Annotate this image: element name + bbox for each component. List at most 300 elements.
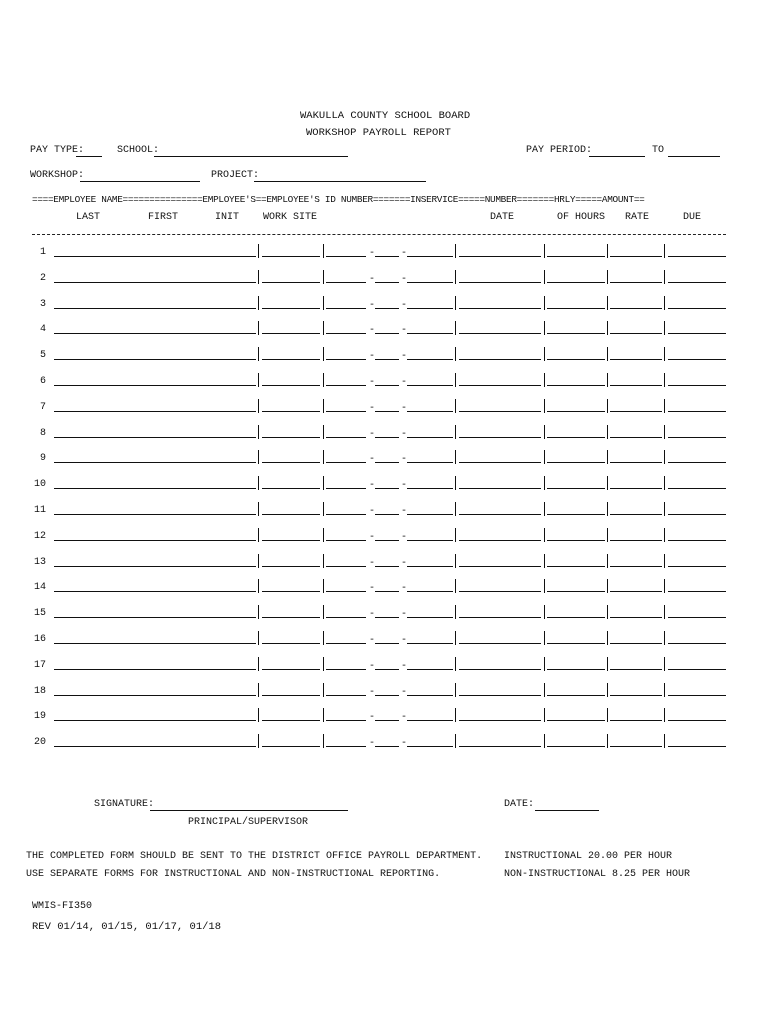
id-part1-cell[interactable] — [326, 720, 366, 721]
inservice-date-cell[interactable] — [459, 669, 541, 670]
column-divider — [544, 476, 545, 490]
rate-cell[interactable] — [610, 643, 662, 644]
table-row — [0, 634, 770, 659]
rate-cell[interactable] — [610, 333, 662, 334]
hours-cell[interactable] — [547, 643, 605, 644]
inservice-date-cell[interactable] — [459, 591, 541, 592]
id-part2-cell[interactable] — [375, 333, 399, 334]
column-divider — [455, 347, 456, 361]
amount-cell[interactable] — [668, 591, 726, 592]
note-line-1: THE COMPLETED FORM SHOULD BE SENT TO THE DISTRICT OFFICE PAYROLL DEPARTMENT. — [26, 851, 483, 862]
workshop-label: WORKSHOP: — [30, 170, 85, 181]
column-divider — [323, 347, 324, 361]
id-part2-cell[interactable] — [375, 669, 399, 670]
column-divider — [455, 450, 456, 464]
column-divider — [455, 579, 456, 593]
id-part2-cell[interactable] — [375, 385, 399, 386]
date-label: DATE: — [504, 799, 535, 810]
row-number: 13 — [33, 556, 46, 568]
rate-cell[interactable] — [610, 256, 662, 257]
id-part3-cell[interactable] — [407, 746, 453, 747]
row-number: 20 — [33, 737, 46, 749]
id-dash: - — [401, 738, 408, 750]
rate-cell[interactable] — [610, 617, 662, 618]
column-divider — [607, 450, 608, 464]
column-divider — [455, 296, 456, 310]
id-part1-cell[interactable] — [326, 359, 366, 360]
name-cell[interactable] — [54, 591, 256, 592]
table-row — [0, 299, 770, 324]
hours-cell[interactable] — [547, 720, 605, 721]
name-cell[interactable] — [54, 308, 256, 309]
id-part2-cell[interactable] — [375, 720, 399, 721]
id-dash: - — [401, 454, 408, 466]
id-part1-cell[interactable] — [326, 282, 366, 283]
id-part3-cell[interactable] — [407, 256, 453, 257]
column-divider — [607, 683, 608, 697]
work-site-cell[interactable] — [262, 695, 320, 696]
column-divider — [544, 683, 545, 697]
column-divider — [323, 476, 324, 490]
amount-cell[interactable] — [668, 282, 726, 283]
report-title: WORKSHOP PAYROLL REPORT — [306, 127, 451, 139]
column-divider — [544, 554, 545, 568]
hours-cell[interactable] — [547, 591, 605, 592]
id-part2-cell[interactable] — [375, 695, 399, 696]
rate-cell[interactable] — [610, 437, 662, 438]
rate-cell[interactable] — [610, 488, 662, 489]
work-site-cell[interactable] — [262, 514, 320, 515]
amount-cell[interactable] — [668, 669, 726, 670]
amount-cell[interactable] — [668, 695, 726, 696]
inservice-date-cell[interactable] — [459, 282, 541, 283]
table-row — [0, 711, 770, 736]
id-part3-cell[interactable] — [407, 308, 453, 309]
hours-cell[interactable] — [547, 746, 605, 747]
column-divider — [258, 476, 259, 490]
table-row — [0, 531, 770, 556]
pay-period-to-field[interactable] — [668, 156, 720, 157]
pay-type-field[interactable] — [76, 156, 102, 157]
column-divider — [455, 502, 456, 516]
name-cell[interactable] — [54, 437, 256, 438]
inservice-date-cell[interactable] — [459, 566, 541, 567]
rate-cell[interactable] — [610, 540, 662, 541]
hours-cell[interactable] — [547, 411, 605, 412]
rate-cell[interactable] — [610, 359, 662, 360]
column-divider — [664, 734, 665, 748]
column-divider — [544, 399, 545, 413]
col-due: DUE — [683, 212, 702, 223]
column-divider — [455, 554, 456, 568]
name-cell[interactable] — [54, 695, 256, 696]
work-site-cell[interactable] — [262, 540, 320, 541]
hours-cell[interactable] — [547, 359, 605, 360]
inservice-date-cell[interactable] — [459, 308, 541, 309]
hours-cell[interactable] — [547, 437, 605, 438]
id-part2-cell[interactable] — [375, 488, 399, 489]
column-divider — [258, 321, 259, 335]
row-number: 9 — [39, 453, 46, 465]
column-divider — [664, 270, 665, 284]
id-part2-cell[interactable] — [375, 282, 399, 283]
column-divider — [544, 708, 545, 722]
column-divider — [664, 296, 665, 310]
amount-cell[interactable] — [668, 643, 726, 644]
column-divider — [258, 734, 259, 748]
column-divider — [323, 683, 324, 697]
column-divider — [544, 244, 545, 258]
rate-cell[interactable] — [610, 282, 662, 283]
id-dash: - — [369, 635, 376, 646]
column-divider — [664, 683, 665, 697]
amount-cell[interactable] — [668, 462, 726, 463]
hours-cell[interactable] — [547, 617, 605, 618]
inservice-date-cell[interactable] — [459, 385, 541, 386]
id-part2-cell[interactable] — [375, 256, 399, 257]
column-divider — [544, 425, 545, 439]
id-part2-cell[interactable] — [375, 746, 399, 747]
id-dash: - — [401, 480, 408, 492]
workshop-field[interactable] — [80, 181, 200, 182]
id-part1-cell[interactable] — [326, 669, 366, 670]
column-divider — [664, 605, 665, 619]
id-part3-cell[interactable] — [407, 333, 453, 334]
work-site-cell[interactable] — [262, 566, 320, 567]
column-divider — [544, 270, 545, 284]
name-cell[interactable] — [54, 617, 256, 618]
id-part1-cell[interactable] — [326, 488, 366, 489]
column-divider — [323, 734, 324, 748]
column-divider — [455, 528, 456, 542]
column-divider — [664, 244, 665, 258]
work-site-cell[interactable] — [262, 437, 320, 438]
id-part3-cell[interactable] — [407, 385, 453, 386]
hours-cell[interactable] — [547, 695, 605, 696]
work-site-cell[interactable] — [262, 591, 320, 592]
hours-cell[interactable] — [547, 308, 605, 309]
id-dash: - — [401, 660, 408, 672]
column-divider — [544, 502, 545, 516]
pay-period-label: PAY PERIOD: — [526, 145, 593, 156]
id-part2-cell[interactable] — [375, 437, 399, 438]
hours-cell[interactable] — [547, 333, 605, 334]
column-divider — [455, 476, 456, 490]
pay-period-from-field[interactable] — [589, 156, 645, 157]
amount-cell[interactable] — [668, 540, 726, 541]
name-cell[interactable] — [54, 746, 256, 747]
hours-cell[interactable] — [547, 540, 605, 541]
column-divider — [323, 528, 324, 542]
id-dash: - — [369, 248, 376, 259]
column-divider — [258, 270, 259, 284]
inservice-date-cell[interactable] — [459, 462, 541, 463]
id-part1-cell[interactable] — [326, 540, 366, 541]
form-id: WMIS-FI350 — [32, 901, 93, 912]
hours-cell[interactable] — [547, 462, 605, 463]
column-divider — [544, 373, 545, 387]
name-cell[interactable] — [54, 514, 256, 515]
column-divider — [664, 502, 665, 516]
id-part2-cell[interactable] — [375, 462, 399, 463]
id-part3-cell[interactable] — [407, 591, 453, 592]
id-dash: - — [369, 428, 376, 440]
inservice-date-cell[interactable] — [459, 514, 541, 515]
id-part2-cell[interactable] — [375, 591, 399, 592]
id-part3-cell[interactable] — [407, 282, 453, 283]
table-row — [0, 428, 770, 453]
column-divider — [455, 373, 456, 387]
column-divider — [258, 708, 259, 722]
inservice-date-cell[interactable] — [459, 488, 541, 489]
column-divider — [607, 296, 608, 310]
id-part2-cell[interactable] — [375, 643, 399, 644]
column-divider — [258, 450, 259, 464]
work-site-cell[interactable] — [262, 333, 320, 334]
column-divider — [664, 631, 665, 645]
id-part1-cell[interactable] — [326, 462, 366, 463]
id-part1-cell[interactable] — [326, 333, 366, 334]
work-site-cell[interactable] — [262, 282, 320, 283]
id-part3-cell[interactable] — [407, 359, 453, 360]
work-site-cell[interactable] — [262, 359, 320, 360]
column-divider — [607, 347, 608, 361]
id-part1-cell[interactable] — [326, 566, 366, 567]
id-dash: - — [369, 273, 376, 285]
amount-cell[interactable] — [668, 411, 726, 412]
table-row — [0, 402, 770, 427]
id-dash: - — [401, 712, 408, 724]
inservice-date-cell[interactable] — [459, 617, 541, 618]
name-cell[interactable] — [54, 282, 256, 283]
id-part2-cell[interactable] — [375, 411, 399, 412]
work-site-cell[interactable] — [262, 488, 320, 489]
rate-cell[interactable] — [610, 514, 662, 515]
hours-cell[interactable] — [547, 488, 605, 489]
row-number: 1 — [39, 247, 46, 258]
amount-cell[interactable] — [668, 359, 726, 360]
column-divider — [323, 373, 324, 387]
name-cell[interactable] — [54, 488, 256, 489]
org-name: WAKULLA COUNTY SCHOOL BOARD — [300, 110, 471, 122]
id-part1-cell[interactable] — [326, 256, 366, 257]
name-cell[interactable] — [54, 566, 256, 567]
column-divider — [258, 579, 259, 593]
table-header-separator — [32, 234, 726, 235]
inservice-date-cell[interactable] — [459, 359, 541, 360]
hours-cell[interactable] — [547, 385, 605, 386]
name-cell[interactable] — [54, 385, 256, 386]
column-divider — [544, 657, 545, 671]
inservice-date-cell[interactable] — [459, 437, 541, 438]
id-part1-cell[interactable] — [326, 437, 366, 438]
column-divider — [258, 425, 259, 439]
amount-cell[interactable] — [668, 617, 726, 618]
column-divider — [258, 528, 259, 542]
name-cell[interactable] — [54, 462, 256, 463]
id-part2-cell[interactable] — [375, 566, 399, 567]
id-part3-cell[interactable] — [407, 695, 453, 696]
id-part3-cell[interactable] — [407, 437, 453, 438]
column-divider — [607, 579, 608, 593]
id-part3-cell[interactable] — [407, 462, 453, 463]
id-part2-cell[interactable] — [375, 514, 399, 515]
inservice-date-cell[interactable] — [459, 746, 541, 747]
id-part1-cell[interactable] — [326, 643, 366, 644]
id-part1-cell[interactable] — [326, 617, 366, 618]
column-divider — [544, 528, 545, 542]
amount-cell[interactable] — [668, 333, 726, 334]
column-divider — [607, 631, 608, 645]
column-divider — [607, 425, 608, 439]
amount-cell[interactable] — [668, 256, 726, 257]
id-part3-cell[interactable] — [407, 566, 453, 567]
school-field[interactable] — [154, 156, 348, 157]
id-dash: - — [401, 531, 408, 543]
name-cell[interactable] — [54, 256, 256, 257]
hours-cell[interactable] — [547, 566, 605, 567]
amount-cell[interactable] — [668, 308, 726, 309]
column-divider — [323, 605, 324, 619]
column-divider — [323, 502, 324, 516]
id-part1-cell[interactable] — [326, 591, 366, 592]
column-divider — [323, 244, 324, 258]
work-site-cell[interactable] — [262, 617, 320, 618]
id-part3-cell[interactable] — [407, 669, 453, 670]
rate-cell[interactable] — [610, 411, 662, 412]
id-part3-cell[interactable] — [407, 488, 453, 489]
work-site-cell[interactable] — [262, 643, 320, 644]
amount-cell[interactable] — [668, 437, 726, 438]
rate-cell[interactable] — [610, 385, 662, 386]
column-divider — [258, 502, 259, 516]
id-part3-cell[interactable] — [407, 411, 453, 412]
rate-cell[interactable] — [610, 746, 662, 747]
column-divider — [607, 244, 608, 258]
inservice-date-cell[interactable] — [459, 333, 541, 334]
column-divider — [607, 399, 608, 413]
table-row — [0, 247, 770, 272]
rate-cell[interactable] — [610, 308, 662, 309]
amount-cell[interactable] — [668, 746, 726, 747]
id-part3-cell[interactable] — [407, 514, 453, 515]
name-cell[interactable] — [54, 359, 256, 360]
id-part1-cell[interactable] — [326, 746, 366, 747]
name-cell[interactable] — [54, 669, 256, 670]
work-site-cell[interactable] — [262, 385, 320, 386]
project-field[interactable] — [254, 181, 426, 182]
id-part1-cell[interactable] — [326, 308, 366, 309]
date-field[interactable] — [535, 810, 599, 811]
name-cell[interactable] — [54, 333, 256, 334]
rate-cell[interactable] — [610, 462, 662, 463]
id-part1-cell[interactable] — [326, 385, 366, 386]
column-divider — [664, 347, 665, 361]
rate-cell[interactable] — [610, 566, 662, 567]
id-part3-cell[interactable] — [407, 643, 453, 644]
name-cell[interactable] — [54, 720, 256, 721]
col-init: INIT — [215, 212, 240, 223]
amount-cell[interactable] — [668, 566, 726, 567]
work-site-cell[interactable] — [262, 411, 320, 412]
hours-cell[interactable] — [547, 282, 605, 283]
id-part2-cell[interactable] — [375, 359, 399, 360]
id-dash: - — [401, 557, 408, 569]
rate-cell[interactable] — [610, 669, 662, 670]
id-part2-cell[interactable] — [375, 308, 399, 309]
work-site-cell[interactable] — [262, 256, 320, 257]
work-site-cell[interactable] — [262, 720, 320, 721]
hours-cell[interactable] — [547, 256, 605, 257]
name-cell[interactable] — [54, 643, 256, 644]
project-label: PROJECT: — [211, 170, 260, 181]
rate-cell[interactable] — [610, 591, 662, 592]
inservice-date-cell[interactable] — [459, 540, 541, 541]
amount-cell[interactable] — [668, 385, 726, 386]
column-divider — [455, 683, 456, 697]
rate-cell[interactable] — [610, 695, 662, 696]
amount-cell[interactable] — [668, 514, 726, 515]
inservice-date-cell[interactable] — [459, 720, 541, 721]
column-divider — [323, 270, 324, 284]
work-site-cell[interactable] — [262, 669, 320, 670]
pay-type-label: PAY TYPE: — [30, 145, 85, 156]
row-number: 17 — [33, 659, 46, 671]
id-part3-cell[interactable] — [407, 617, 453, 618]
table-row — [0, 608, 770, 633]
id-dash: - — [369, 531, 376, 543]
column-divider — [664, 399, 665, 413]
rate-cell[interactable] — [610, 720, 662, 721]
id-part3-cell[interactable] — [407, 720, 453, 721]
table-row — [0, 557, 770, 582]
column-divider — [455, 734, 456, 748]
id-part3-cell[interactable] — [407, 540, 453, 541]
column-divider — [455, 399, 456, 413]
amount-cell[interactable] — [668, 488, 726, 489]
id-part1-cell[interactable] — [326, 514, 366, 515]
signature-field[interactable] — [150, 810, 348, 811]
hours-cell[interactable] — [547, 669, 605, 670]
inservice-date-cell[interactable] — [459, 256, 541, 257]
name-cell[interactable] — [54, 411, 256, 412]
id-dash: - — [369, 480, 376, 492]
id-dash: - — [401, 299, 408, 311]
column-divider — [607, 605, 608, 619]
id-part2-cell[interactable] — [375, 617, 399, 618]
id-dash: - — [369, 454, 376, 466]
row-number: 3 — [39, 298, 46, 310]
work-site-cell[interactable] — [262, 746, 320, 747]
row-number: 2 — [39, 272, 46, 284]
id-part1-cell[interactable] — [326, 411, 366, 412]
id-dash: - — [369, 583, 376, 595]
work-site-cell[interactable] — [262, 308, 320, 309]
row-number: 18 — [33, 685, 46, 697]
amount-cell[interactable] — [668, 720, 726, 721]
inservice-date-cell[interactable] — [459, 695, 541, 696]
hours-cell[interactable] — [547, 514, 605, 515]
to-label: TO — [652, 145, 665, 156]
work-site-cell[interactable] — [262, 462, 320, 463]
inservice-date-cell[interactable] — [459, 411, 541, 412]
revision-line: REV 01/14, 01/15, 01/17, 01/18 — [32, 921, 222, 933]
id-part1-cell[interactable] — [326, 695, 366, 696]
inservice-date-cell[interactable] — [459, 643, 541, 644]
column-divider — [664, 425, 665, 439]
name-cell[interactable] — [54, 540, 256, 541]
id-part2-cell[interactable] — [375, 540, 399, 541]
